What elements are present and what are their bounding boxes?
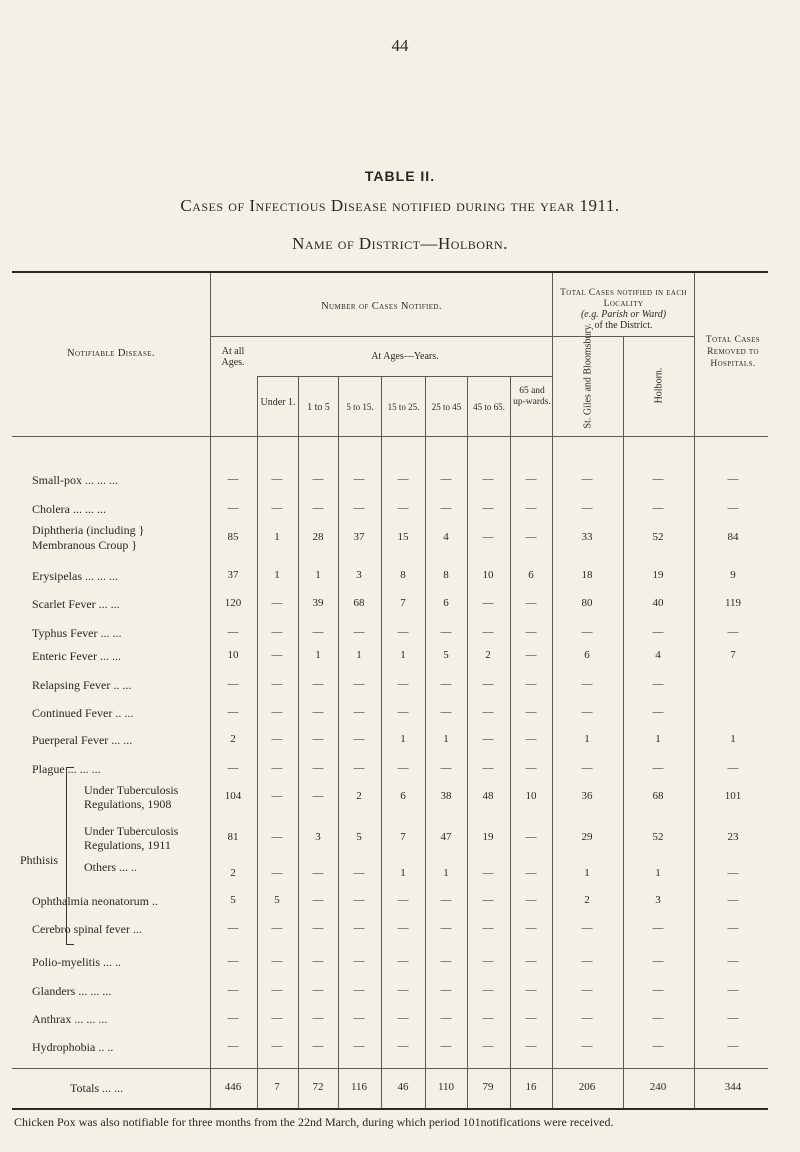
table-cell: 40 [652, 597, 664, 609]
table-cell: 1 [315, 569, 321, 581]
total-cell: 116 [350, 1081, 368, 1093]
table-cell: — [727, 502, 739, 514]
table-cell: 1 [730, 733, 736, 745]
table-cell: — [312, 678, 324, 690]
table-cell: — [482, 1012, 494, 1024]
table-cell: 1 [655, 867, 661, 879]
table-cell: — [581, 706, 593, 718]
table-cell: — [397, 762, 409, 774]
table-cell: — [525, 762, 537, 774]
table-cell: 37 [227, 569, 239, 581]
table-cell: — [727, 762, 739, 774]
table-cell: — [652, 955, 664, 967]
table-cell: 39 [312, 597, 324, 609]
table-cell: 3 [655, 894, 661, 906]
row-label: Anthrax ... ... ... [32, 1012, 108, 1026]
row-label: Others ... .. [84, 860, 137, 874]
table-cell: — [652, 502, 664, 514]
table-cell: 104 [224, 790, 242, 802]
table-cell: — [271, 955, 283, 967]
table-cell: — [227, 984, 239, 996]
table-cell: — [440, 1012, 452, 1024]
table-cell: — [353, 762, 365, 774]
table-cell: 9 [730, 569, 736, 581]
table-cell: — [397, 955, 409, 967]
table-cell: 85 [227, 531, 239, 543]
table-cell: 5 [274, 894, 280, 906]
row-label: Scarlet Fever ... ... [32, 597, 120, 611]
table-cell: — [727, 1040, 739, 1052]
table-cell: — [727, 1012, 739, 1024]
table-cell: — [227, 1040, 239, 1052]
table-cell: — [525, 502, 537, 514]
table-cell: — [727, 473, 739, 485]
table-cell: 5 [443, 649, 449, 661]
table-cell: 1 [274, 531, 280, 543]
table-cell: 1 [400, 649, 406, 661]
table-cell: 19 [652, 569, 664, 581]
table-cell: 2 [485, 649, 491, 661]
table-cell: — [525, 678, 537, 690]
table-cell: 2 [356, 790, 362, 802]
table-cell: — [227, 1012, 239, 1024]
table-cell: — [353, 502, 365, 514]
header-rule-ages [258, 376, 552, 377]
row-label: Diphtheria (including } Membranous Croup } [32, 523, 145, 552]
header-locality-holborn: Holborn. [653, 367, 665, 404]
col-rule [623, 336, 624, 1108]
table-cell: — [227, 922, 239, 934]
table-cell: 1 [400, 867, 406, 879]
table-cell: 1 [356, 649, 362, 661]
table-cell: 6 [528, 569, 534, 581]
total-cell: 206 [578, 1081, 596, 1093]
table-cell: — [581, 984, 593, 996]
table-cell: — [525, 867, 537, 879]
row-label: Cerebro spinal fever ... [32, 922, 142, 936]
table-cell: 10 [482, 569, 494, 581]
header-removed: Total Cases Removed to Hospitals. [705, 335, 761, 369]
table-cell: — [227, 678, 239, 690]
table-cell: — [271, 790, 283, 802]
table-cell: 8 [443, 569, 449, 581]
table-cell: 2 [584, 894, 590, 906]
table-cell: 84 [727, 531, 739, 543]
table-cell: — [397, 1012, 409, 1024]
table-cell: 1 [443, 867, 449, 879]
header-age-45-65: 45 to 65. [473, 402, 505, 412]
top-rule [12, 271, 768, 273]
table-cell: — [525, 706, 537, 718]
table-cell: 3 [315, 831, 321, 843]
table-cell: 2 [230, 733, 236, 745]
table-cell: — [581, 955, 593, 967]
row-label: Polio-myelitis ... .. [32, 955, 122, 969]
header-locality-example: (e.g. Parish or Ward) [580, 309, 667, 320]
table-cell: — [525, 922, 537, 934]
table-cell: — [581, 502, 593, 514]
total-cell: 7 [274, 1081, 280, 1093]
table-cell: — [312, 706, 324, 718]
table-cell: — [440, 502, 452, 514]
col-rule [694, 273, 695, 1108]
table-cell: 52 [652, 831, 664, 843]
table-cell: — [353, 867, 365, 879]
table-cell: — [312, 867, 324, 879]
header-locality-st-giles: St. Giles and Bloomsbury. [582, 323, 594, 429]
table-cell: — [271, 984, 283, 996]
table-cell: — [397, 706, 409, 718]
table-cell: 81 [227, 831, 239, 843]
table-cell: — [652, 678, 664, 690]
total-cell: 46 [397, 1081, 409, 1093]
header-age-15-25: 15 to 25. [387, 402, 420, 412]
row-label: Erysipelas ... ... ... [32, 569, 118, 583]
table-cell: — [312, 1012, 324, 1024]
table-cell: — [581, 1012, 593, 1024]
table-cell: 1 [584, 867, 590, 879]
table-cell: — [727, 922, 739, 934]
table-cell: 48 [482, 790, 494, 802]
table-cell: 10 [227, 649, 239, 661]
header-number-notified: Number of Cases Notified. [321, 301, 442, 312]
table-cell: — [525, 531, 537, 543]
table-cell: 23 [727, 831, 739, 843]
table-cell: — [727, 626, 739, 638]
table-cell: 80 [581, 597, 593, 609]
table-cell: — [353, 955, 365, 967]
table-cell: 1 [655, 733, 661, 745]
table-cell: 4 [655, 649, 661, 661]
table-cell: — [353, 733, 365, 745]
table-cell: — [227, 762, 239, 774]
table-cell: 1 [400, 733, 406, 745]
table-cell: — [482, 733, 494, 745]
table-cell: 37 [353, 531, 365, 543]
table-cell: 38 [440, 790, 452, 802]
table-cell: 6 [443, 597, 449, 609]
table-cell: — [652, 1012, 664, 1024]
table-cell: — [581, 473, 593, 485]
table-subtitle: Name of District—Holborn. [292, 234, 508, 253]
row-label: Glanders ... ... ... [32, 984, 112, 998]
total-cell: 344 [724, 1081, 742, 1093]
table-cell: — [652, 984, 664, 996]
table-cell: 29 [581, 831, 593, 843]
row-label: Typhus Fever ... ... [32, 626, 122, 640]
table-cell: — [271, 706, 283, 718]
table-cell: 3 [356, 569, 362, 581]
table-cell: — [397, 502, 409, 514]
table-cell: — [440, 955, 452, 967]
table-cell: 10 [525, 790, 537, 802]
table-cell: — [482, 597, 494, 609]
table-cell: — [482, 894, 494, 906]
phthisis-label: Phthisis [20, 853, 59, 867]
footnote: Chicken Pox was also notifiable for three months from the 22nd March, during which period 101notifications were received. [14, 1115, 614, 1129]
table-title: Cases of Infectious Disease notified during the year 1911. [180, 196, 620, 215]
table-cell: — [271, 922, 283, 934]
table-cell: — [312, 922, 324, 934]
row-label: Under Tuberculosis Regulations, 1911 [84, 824, 179, 852]
table-cell: — [482, 626, 494, 638]
table-cell: — [525, 894, 537, 906]
row-label: Ophthalmia neonatorum .. [32, 894, 158, 908]
table-cell: — [581, 626, 593, 638]
table-cell: — [271, 733, 283, 745]
header-locality: Total Cases notified in each Locality [560, 288, 687, 309]
table-cell: — [652, 706, 664, 718]
table-cell: — [271, 762, 283, 774]
table-cell: — [440, 762, 452, 774]
table-cell: 1 [315, 649, 321, 661]
table-cell: — [312, 473, 324, 485]
table-cell: — [397, 1040, 409, 1052]
table-cell: — [312, 894, 324, 906]
table-cell: — [525, 626, 537, 638]
table-cell: — [652, 922, 664, 934]
header-rule-numbers [211, 336, 552, 337]
table-cell: — [353, 922, 365, 934]
table-cell: — [353, 706, 365, 718]
col-rule [210, 273, 211, 1108]
table-cell: — [525, 831, 537, 843]
table-cell: 5 [230, 894, 236, 906]
table-cell: — [397, 922, 409, 934]
table-cell: — [482, 706, 494, 718]
table-cell: — [525, 473, 537, 485]
header-age-1-5: 1 to 5 [307, 402, 330, 413]
table-cell: 101 [724, 790, 742, 802]
total-cell: 79 [482, 1081, 494, 1093]
total-cell: 240 [649, 1081, 667, 1093]
table-cell: — [727, 955, 739, 967]
table-cell: — [525, 1012, 537, 1024]
table-cell: — [271, 867, 283, 879]
table-cell: — [727, 984, 739, 996]
table-cell: — [312, 955, 324, 967]
table-cell: — [397, 894, 409, 906]
table-cell: — [482, 984, 494, 996]
row-label: Relapsing Fever .. ... [32, 678, 132, 692]
table-cell: 6 [584, 649, 590, 661]
table-cell: — [727, 867, 739, 879]
row-label: Hydrophobia .. .. [32, 1040, 114, 1054]
table-cell: 36 [581, 790, 593, 802]
table-cell: 2 [230, 867, 236, 879]
header-age-25-45: 25 to 45 [431, 402, 462, 412]
table-cell: 47 [440, 831, 452, 843]
table-cell: — [227, 955, 239, 967]
table-cell: — [271, 502, 283, 514]
table-cell: — [271, 597, 283, 609]
table-cell: — [353, 473, 365, 485]
table-cell: — [397, 678, 409, 690]
table-cell: — [312, 502, 324, 514]
table-cell: — [397, 626, 409, 638]
table-cell: — [353, 626, 365, 638]
table-cell: — [440, 706, 452, 718]
table-cell: — [440, 473, 452, 485]
table-cell: — [312, 762, 324, 774]
table-cell: — [440, 984, 452, 996]
header-locality-district: of the District. [594, 320, 653, 331]
total-cell: 110 [437, 1081, 455, 1093]
col-rule [381, 376, 382, 1108]
col-rule [552, 273, 553, 1108]
header-bottom-rule [12, 436, 768, 437]
totals-label: Totals ... ... [70, 1081, 124, 1095]
row-label: Under Tuberculosis Regulations, 1908 [84, 783, 179, 811]
table-cell: 68 [652, 790, 664, 802]
row-label: Plague ... ... ... [32, 762, 101, 776]
table-cell: — [581, 1040, 593, 1052]
table-cell: — [271, 1040, 283, 1052]
table-cell: — [581, 762, 593, 774]
table-cell: — [525, 733, 537, 745]
table-cell: — [482, 531, 494, 543]
total-cell: 16 [525, 1081, 537, 1093]
table-cell: — [482, 473, 494, 485]
table-cell: — [271, 1012, 283, 1024]
total-cell: 72 [312, 1081, 324, 1093]
table-cell: — [525, 1040, 537, 1052]
table-cell: 120 [224, 597, 242, 609]
header-age-5-15: 5 to 15. [346, 402, 374, 412]
row-label: Continued Fever .. ... [32, 706, 134, 720]
table-cell: 18 [581, 569, 593, 581]
table-cell: — [727, 894, 739, 906]
table-cell: — [353, 1040, 365, 1052]
header-at-all-ages: At all Ages. [221, 346, 245, 368]
table-cell: — [440, 678, 452, 690]
bottom-rule [12, 1108, 768, 1110]
table-cell: — [652, 473, 664, 485]
table-cell: — [312, 1040, 324, 1052]
table-cell: 119 [724, 597, 742, 609]
table-cell: — [440, 1040, 452, 1052]
table-cell: — [227, 706, 239, 718]
table-cell: — [652, 1040, 664, 1052]
table-cell: 7 [730, 649, 736, 661]
row-label: Puerperal Fever ... ... [32, 733, 133, 747]
table-cell: 4 [443, 531, 449, 543]
phthisis-brace [66, 767, 74, 945]
page-number: 44 [391, 36, 409, 55]
table-cell: — [525, 955, 537, 967]
table-cell: — [271, 678, 283, 690]
table-cell: — [271, 649, 283, 661]
table-cell: — [525, 597, 537, 609]
table-cell: — [397, 984, 409, 996]
header-age-65-up: 65 and up-wards. [513, 386, 551, 407]
table-cell: — [581, 922, 593, 934]
table-cell: — [312, 984, 324, 996]
table-cell: — [581, 678, 593, 690]
table-cell: 5 [356, 831, 362, 843]
table-cell: — [440, 894, 452, 906]
table-cell: — [271, 626, 283, 638]
table-cell: 1 [274, 569, 280, 581]
table-cell: — [353, 1012, 365, 1024]
table-cell: 7 [400, 597, 406, 609]
table-cell: — [353, 894, 365, 906]
table-cell: — [312, 626, 324, 638]
total-cell: 446 [224, 1081, 242, 1093]
table-cell: — [353, 984, 365, 996]
table-cell: 19 [482, 831, 494, 843]
table-cell: — [482, 1040, 494, 1052]
table-cell: — [482, 955, 494, 967]
table-cell: 52 [652, 531, 664, 543]
table-cell: — [482, 922, 494, 934]
table-cell: — [271, 831, 283, 843]
table-cell: 7 [400, 831, 406, 843]
table-cell: 8 [400, 569, 406, 581]
row-label: Small-pox ... ... ... [32, 473, 118, 487]
table-cell: — [482, 678, 494, 690]
table-cell: 1 [443, 733, 449, 745]
table-cell: — [227, 473, 239, 485]
table-cell: — [440, 922, 452, 934]
row-label: Cholera ... ... ... [32, 502, 106, 516]
totals-rule [12, 1068, 768, 1069]
header-at-ages-years: At Ages—Years. [371, 351, 439, 362]
table-cell: 33 [581, 531, 593, 543]
table-cell: — [227, 502, 239, 514]
table-cell: 15 [397, 531, 409, 543]
table-cell: — [353, 678, 365, 690]
table-cell: — [271, 473, 283, 485]
table-cell: — [525, 649, 537, 661]
table-number: TABLE II. [364, 168, 436, 184]
table-cell: 28 [312, 531, 324, 543]
table-cell: 1 [584, 733, 590, 745]
table-cell: — [312, 733, 324, 745]
table-cell: 68 [353, 597, 365, 609]
table-cell: — [482, 502, 494, 514]
table-cell: — [525, 984, 537, 996]
table-cell: — [652, 762, 664, 774]
table-cell: — [482, 867, 494, 879]
table-cell: — [312, 790, 324, 802]
table-cell: — [397, 473, 409, 485]
table-cell: — [482, 762, 494, 774]
table-cell: — [227, 626, 239, 638]
header-age-under-1: Under 1. [260, 397, 296, 408]
row-label: Enteric Fever ... ... [32, 649, 121, 663]
header-disease: Notifiable Disease. [67, 348, 155, 359]
table-cell: — [440, 626, 452, 638]
table-cell: — [652, 626, 664, 638]
table-cell: 6 [400, 790, 406, 802]
